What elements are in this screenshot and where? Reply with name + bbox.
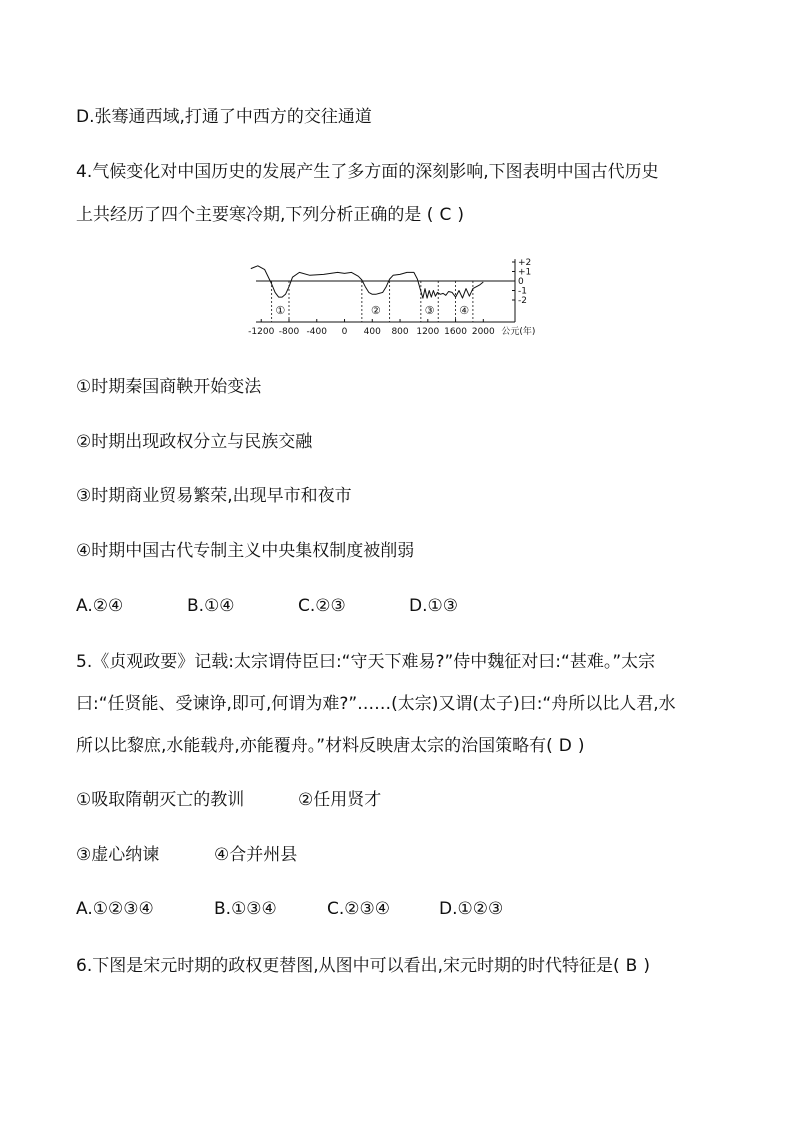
x-tick-label: -1200 [248, 327, 275, 337]
q4-statement-1: ①时期秦国商鞅开始变法 [76, 377, 262, 397]
y-tick-label: +1 [518, 267, 532, 278]
q5-option-c: C.②③④ [327, 899, 390, 919]
x-unit-label: 公元(年) [501, 327, 536, 337]
x-tick-label: 1200 [416, 327, 440, 337]
q4-option-b: B.①④ [187, 596, 235, 616]
q5-line3 [76, 735, 584, 757]
climate-chart [240, 244, 550, 344]
q4-stem-text: 上共经历了四个主要寒冷期,下列分析正确的是 ( [76, 205, 434, 225]
q5-option-a: A.①②③④ [76, 899, 154, 919]
q5-statement-4: ④合并州县 [214, 845, 298, 865]
x-tick-label: -400 [306, 327, 327, 337]
q4-statement-3: ③时期商业贸易繁荣,出现早市和夜市 [76, 486, 352, 506]
q4-options [76, 595, 458, 617]
q5-statement-1: ①吸取隋朝灭亡的教训 [76, 790, 245, 810]
q4-answer: C [439, 205, 452, 225]
q6-answer: B [625, 956, 638, 976]
q5-line2: 曰:“任贤能、受谏诤,即可,何谓为难?”……(太宗)又谓(太子)曰:“舟所以比人君,水 [76, 694, 676, 714]
y-tick-label: -2 [518, 296, 527, 306]
q4-stem-line2 [76, 204, 464, 226]
q4-stem-close: ) [457, 205, 464, 225]
q6-stem [76, 955, 650, 977]
q4-statement-2: ②时期出现政权分立与民族交融 [76, 432, 313, 452]
x-tick-label: 800 [391, 327, 409, 337]
period-label: ③ [424, 304, 435, 317]
q5-answer: D [558, 736, 572, 756]
y-tick-label: -1 [518, 286, 527, 297]
q4-stem-line1: 4.气候变化对中国历史的发展产生了多方面的深刻影响,下图表明中国古代历史 [76, 162, 659, 182]
y-tick-label: +2 [518, 258, 532, 268]
q5-options [76, 898, 503, 920]
q5-stem-close: ) [577, 736, 585, 756]
q4-option-c: C.②③ [298, 596, 346, 616]
x-tick-label: -800 [278, 327, 300, 337]
q5-stem-text: 所以比黎庶,水能载舟,亦能覆舟。”材料反映唐太宗的治国策略有( [76, 736, 553, 756]
x-tick-label: 400 [363, 327, 381, 337]
q4-option-a: A.②④ [76, 596, 124, 616]
q5-option-d: D.①②③ [439, 899, 504, 919]
q4-statement-4: ④时期中国古代专制主义中央集权制度被削弱 [76, 541, 415, 561]
y-tick-label: 0 [518, 277, 524, 287]
x-tick-label: 0 [341, 327, 348, 337]
q3-option-d: D.张骞通西域,打通了中西方的交往通道 [76, 107, 372, 127]
q6-stem-text: 6.下图是宋元时期的政权更替图,从图中可以看出,宋元时期的时代特征是( [76, 956, 620, 976]
period-label: ① [275, 304, 286, 317]
temperature-curve [251, 266, 483, 298]
q4-option-d: D.①③ [409, 596, 458, 616]
q5-statements-row2 [76, 844, 297, 866]
q5-statement-2: ②任用贤才 [298, 790, 382, 810]
period-label: ② [370, 304, 381, 317]
q5-option-b: B.①③④ [214, 899, 277, 919]
q5-line1: 5.《贞观政要》记载:太宗谓侍臣曰:“守天下难易?”侍中魏征对曰:“甚难。”太宗 [76, 652, 656, 672]
x-tick-label: 1600 [444, 327, 468, 337]
q5-statements-row1 [76, 789, 381, 811]
q6-stem-close: ) [643, 956, 650, 976]
period-label: ④ [459, 304, 470, 317]
x-tick-label: 2000 [471, 327, 495, 337]
q5-statement-3: ③虚心纳谏 [76, 845, 160, 865]
